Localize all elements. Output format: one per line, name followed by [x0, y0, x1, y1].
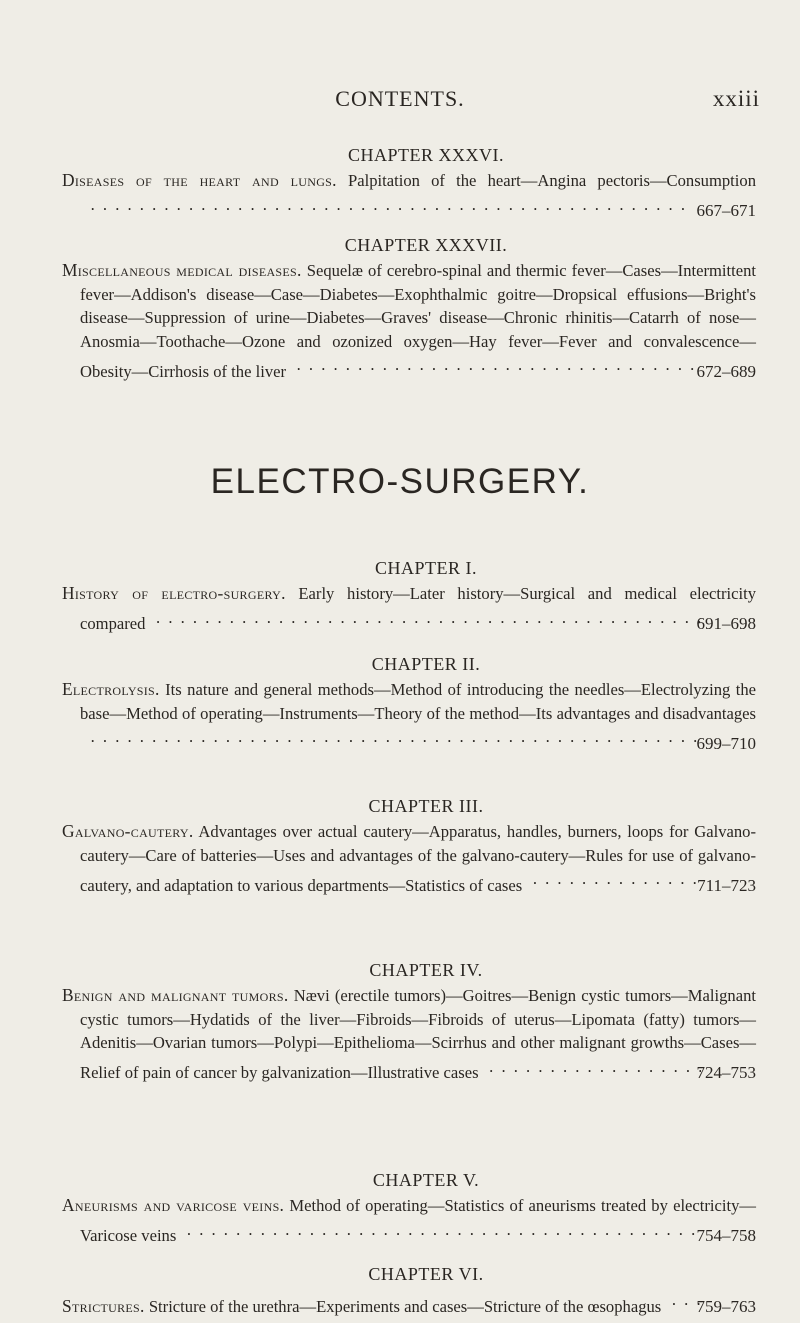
dot-leader — [483, 1055, 701, 1079]
toc-chapter-ii — [62, 650, 756, 755]
page-range: 672–689 — [709, 360, 757, 384]
chapter-subject: Benign and malignant tumors. — [62, 985, 289, 1005]
running-head-title: CONTENTS. — [335, 86, 465, 111]
chapter-entry — [62, 259, 756, 384]
chapter-title: CHAPTER III. — [368, 796, 484, 816]
page-number: xxiii — [712, 86, 760, 111]
toc-chapter-iii — [62, 792, 756, 897]
toc-chapter-xxxvi — [62, 141, 756, 223]
chapter-description — [62, 680, 756, 723]
chapter-title: CHAPTER II. — [371, 654, 481, 674]
dot-leader — [149, 606, 700, 630]
chapter-entry — [62, 984, 756, 1085]
chapter-subject: Miscellaneous medical diseases. — [62, 260, 302, 280]
chapter-subject: History of electro-surgery. — [62, 583, 286, 603]
chapter-title: CHAPTER I. — [374, 558, 477, 578]
page-range: 754–758 — [709, 1224, 757, 1248]
chapter-description — [62, 1297, 661, 1316]
chapter-topics: Sequelæ of cerebro-spinal and thermic fever—Cases—Intermittent fever—Addison's disease—Case—Diabetes—Exophthalmic goitre—Dropsical effusions—Bright's disease—Suppression of urine—Diabetes—Graves' disease—Chronic rhinitis—Catarrh of nose—Anosmia—Toothache—Ozone and ozonized oxygen—Hay fever—Fever and convalescence—Obesity—Cirrhosis of the liver — [80, 261, 756, 381]
chapter-topics: Method of operating—Statistics of aneurisms treated by electricity—Varicose veins — [80, 1196, 757, 1246]
dot-leader — [526, 867, 701, 891]
toc-chapter-vi — [62, 1260, 756, 1318]
page-range: 711–723 — [709, 874, 756, 898]
dot-leader — [665, 1288, 700, 1312]
toc-chapter-v — [62, 1166, 756, 1248]
chapter-description — [62, 171, 756, 190]
dot-leader — [84, 193, 687, 217]
chapter-topics: Its nature and general methods—Method of introducing the needles—Electrolyzing the base—Method of operating—Instruments—Theory of the method—Its advantages and disadvantages — [80, 680, 756, 723]
chapter-title: CHAPTER VI. — [368, 1264, 484, 1284]
chapter-topics: Early history—Later history—Surgical and medical electricity compared — [80, 584, 756, 634]
chapter-title: CHAPTER XXXVII. — [344, 235, 508, 255]
section-heading: ELECTRO-SURGERY. — [210, 462, 590, 501]
chapter-topics: Stricture of the urethra—Experiments and cases—Stricture of the œsophagus — [148, 1296, 662, 1316]
chapter-topics: Advantages over actual cautery—Apparatus, handles, burners, loops for Galvano-cautery—Care of batteries—Uses and advantages of the galvano-cautery—Rules for use of galvano-cautery, and adaptation to various departments—Statistics of cases — [80, 822, 756, 895]
chapter-topics: Palpitation of the heart—Angina pectoris—Consumption — [348, 171, 756, 190]
chapter-subject: Aneurisms and varicose veins. — [62, 1195, 285, 1215]
chapter-entry — [62, 1288, 756, 1318]
chapter-title: CHAPTER IV. — [369, 960, 483, 980]
toc-chapter-xxxvii — [62, 231, 756, 384]
page-range: 691–698 — [709, 612, 757, 636]
running-head — [0, 86, 800, 116]
chapter-topics: Nævi (erectile tumors)—Goitres—Benign cystic tumors—Malignant cystic tumors—Hydatids of the liver—Fibroids—Fibroids of uterus—Lipomata (fatty) tumors—Adenitis—Ovarian tumors—Polypi—Epithelioma—Scirrhus and other malignant growths—Cases—Relief of pain of cancer by galvanization—Illustrative cases — [80, 986, 756, 1083]
chapter-title: CHAPTER V. — [372, 1170, 480, 1190]
page-range: 699–710 — [709, 732, 757, 756]
chapter-entry — [62, 820, 756, 897]
chapter-entry — [62, 678, 756, 755]
chapter-title: CHAPTER XXXVI. — [347, 145, 504, 165]
page-range: 667–671 — [709, 199, 757, 223]
dot-leader — [180, 1218, 700, 1242]
chapter-subject: Strictures. — [62, 1295, 145, 1316]
chapter-entry — [62, 169, 756, 223]
page-range: 724–753 — [709, 1061, 757, 1085]
dot-leader — [84, 725, 701, 749]
chapter-entry — [62, 1194, 756, 1248]
chapter-subject: Diseases of the heart and lungs. — [62, 170, 337, 190]
chapter-entry — [62, 582, 756, 636]
chapter-subject: Galvano-cautery. — [62, 821, 194, 841]
toc-chapter-i — [62, 554, 756, 636]
toc-chapter-iv — [62, 956, 756, 1085]
dot-leader — [290, 353, 700, 377]
chapter-subject: Electrolysis. — [62, 679, 160, 699]
page-range: 759–763 — [709, 1295, 757, 1319]
